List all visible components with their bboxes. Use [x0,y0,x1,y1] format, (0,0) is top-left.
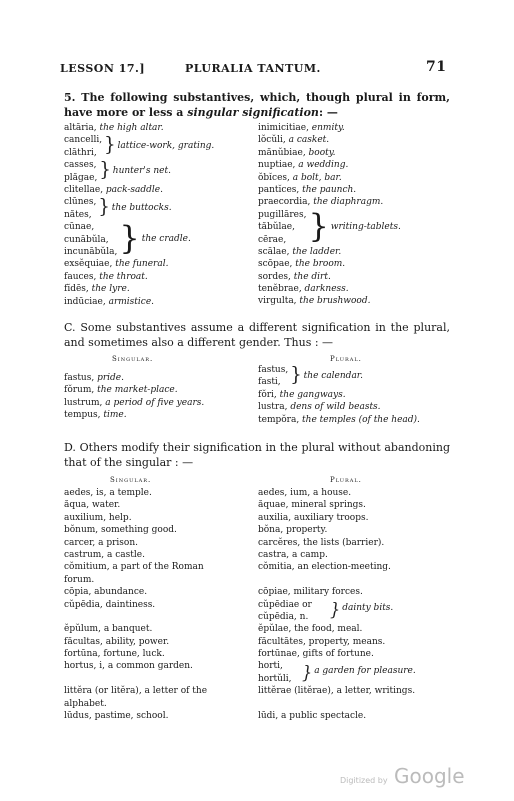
headword: scālae, [258,246,293,257]
bracketed-entry [64,159,214,184]
gloss: booty. [308,147,336,158]
list-item: littĕrae (litĕrae), a letter, writings. [258,686,416,697]
headword: tempus, [64,410,104,421]
entry [258,172,401,184]
list-item: lūdus, pastime, school. [64,711,169,722]
brace-icon: } [308,206,329,245]
entry [64,258,214,270]
list-item [64,673,207,685]
list-item [64,611,207,623]
gloss: the funeral. [115,259,169,270]
list-item: ăqua, water. [64,500,121,511]
headword: lustrum, [64,397,106,408]
section-d-head-singular: Singular. [110,476,152,484]
headword: cancelli, [64,135,103,146]
section-5-right-column [258,122,401,308]
list-item: forum. [64,574,95,585]
gloss: the buttocks. [111,203,172,214]
list-item: auxilium, help. [64,512,132,523]
bracketed-entry [258,364,420,389]
bracket-words [64,159,97,184]
gloss: the high altar. [99,123,164,133]
gloss: armistice. [108,296,154,307]
gloss: the lyre. [91,284,130,295]
list-item: cōpiae, military forces. [258,587,363,598]
headword: clāthri, [64,147,97,158]
headword: pugillāres, [258,209,307,220]
bracketed-entry [258,206,401,246]
gloss: the throat. [99,271,148,282]
gloss: pack-saddle. [105,184,163,195]
entry [258,184,401,196]
list-item: cōpia, abundance. [64,587,148,598]
headword: fauces, [64,271,100,282]
headword: fastus, [258,365,289,375]
entry [64,372,204,384]
bracket-words [64,221,117,258]
bracket-words [64,134,102,159]
list-item: cŭpēdiae or [258,599,312,610]
list-item: auxilia, auxiliary troops. [258,512,369,523]
headword: tăbŭlae, [258,222,295,233]
entry [258,401,420,413]
gloss: the market-place. [97,385,178,396]
list-item: hortŭli, [258,673,292,684]
brace-icon: } [98,195,110,219]
headword: nătes, [64,209,92,220]
headword: casses, [64,160,97,171]
entry [64,384,204,396]
entry [258,389,420,401]
section-c-left-column [64,372,204,422]
horti-gloss: } a garden for pleasure. [302,662,416,683]
list-item: cŏmitium, a part of the Roman [64,562,204,573]
list-item: alphabet. [64,698,107,709]
section-c-head-plural: Plural. [330,355,362,363]
entry [64,283,214,295]
section-c-intro: C. Some substantives assume a different signification in the plural, and sometimes also a different gender. Thus : — [64,321,450,349]
section-5-left-column [64,122,214,308]
list-item: aedes, is, a temple. [64,488,152,498]
entry [64,271,214,283]
list-item: bŏnum, something good. [64,525,177,536]
entry [258,258,401,270]
gloss: lattice-work, grating. [117,141,215,152]
headword: praecordia, [258,197,314,208]
gloss: a wedding. [298,160,349,171]
bracketed-entry [64,221,214,258]
section-d-head-plural: Plural. [330,476,362,484]
gloss: the diaphragm. [313,197,384,208]
list-item: cŏmitia, an election-meeting. [258,562,391,573]
brace-icon: } [119,219,140,258]
entry [64,296,214,308]
headword: clitellae, [64,184,106,195]
list-item: cŭpēdia, daintiness. [64,599,156,610]
gloss: the gangways. [279,389,346,400]
entry [258,134,401,146]
list-item: castrum, a castle. [64,549,145,560]
headword: lŏcŭli, [258,135,289,146]
headword: tempŏra, [258,414,303,425]
gloss: the temples (of the head). [302,414,420,425]
headword: incunābŭla, [64,246,118,257]
headword: fĭdēs, [64,284,92,295]
brace-icon: } [99,158,111,182]
list-item: bŏna, property. [258,525,328,536]
gloss: pride. [97,373,124,383]
digitized-watermark: Digitized by Google [340,764,465,788]
cupedia-gloss: } dainty bits. [330,599,394,620]
headword: indūciae, [64,296,109,307]
list-item: ĕpŭlae, the food, meal. [258,624,363,635]
headword: inimicitiae, [258,123,312,133]
headword: cūnae, [64,222,95,233]
gloss: the broom. [295,259,346,270]
list-item: littĕra (or litĕra), a letter of the [64,686,208,697]
section-5-intro: 5. The following substantives, which, though plural in form, have more or less a singular signification: — [64,91,450,119]
list-item: făcultātes, property, means. [258,636,386,647]
bracket-words [258,209,306,246]
headword: virgulta, [258,296,300,307]
gloss: dens of wild beasts. [290,402,381,413]
entry [64,122,214,134]
bracket-words [64,196,96,221]
headword: lustra, [258,402,291,413]
headword: clūnes, [64,197,97,208]
entry [258,147,401,159]
headword: mănŭbiae, [258,147,309,158]
headword: fastus, [64,373,98,383]
lesson-label: LESSON 17.] [60,62,146,75]
bracketed-entry [64,134,214,159]
entry [258,414,420,426]
entry [258,295,401,307]
entry [64,184,214,196]
entry [64,409,204,421]
list-item: cŭpēdia, n. [258,611,309,622]
section-d-intro: D. Others modify their signification in the plural without abandoning that of the singular : — [64,441,450,469]
headword: tenĕbrae, [258,284,305,295]
gloss: the calendar. [303,371,363,381]
headword: ŏbĭces, [258,172,293,183]
headword: exsĕquiae, [64,259,116,270]
headword: fŏri, [258,389,280,400]
gloss: a period of five years. [105,397,205,408]
list-item: ăquae, mineral springs. [258,500,366,511]
list-item: horti, [258,661,283,672]
list-item: castra, a camp. [258,549,328,560]
page-title: PLURALIA TANTUM. [185,62,321,75]
headword: plăgae, [64,172,98,183]
section-c-head-singular: Singular. [112,355,154,363]
list-item: făcultas, ability, power. [64,636,170,647]
entry [258,159,401,171]
bracketed-entry [64,196,214,221]
headword: cunābŭla, [64,234,109,245]
brace-icon: } [104,133,116,157]
gloss: the cradle. [141,234,191,245]
headword: pantĭces, [258,184,303,195]
list-item [258,574,415,586]
gloss: a casket. [288,135,330,146]
gloss: the dirt. [293,271,331,282]
list-item: lūdi, a public spectacle. [258,711,367,722]
list-item: hortus, i, a common garden. [64,661,193,672]
gloss: darkness. [304,284,349,295]
section-c-right-column [258,364,420,426]
entry [258,196,401,208]
entry [64,397,204,409]
entry [258,283,401,295]
gloss: the ladder. [292,246,342,257]
brace-icon: } [290,362,302,386]
headword: scōpae, [258,259,296,270]
entry [258,246,401,258]
headword: fasti, [258,377,281,388]
headword: nuptiae, [258,160,299,171]
bracket-words [258,364,288,389]
gloss: hunter's net. [112,166,171,177]
entry [258,122,401,134]
section-d-left-column [64,487,207,722]
gloss: writing-tablets. [330,221,401,232]
headword: cērae, [258,234,287,245]
gloss: the paunch. [302,184,357,195]
gloss: a bolt, bar. [292,172,342,183]
gloss: the brushwood. [299,296,371,307]
list-item: fortūna, fortune, luck. [64,649,165,660]
list-item: ĕpŭlum, a banquet. [64,624,153,635]
list-item [258,698,415,710]
headword: altāria, [64,123,100,133]
headword: fŏrum, [64,385,98,396]
gloss: enmity. [311,123,345,133]
list-item: carcĕres, the lists (barrier). [258,537,385,548]
list-item: aedes, ium, a house. [258,488,352,498]
gloss: time. [103,410,127,421]
headword: sordes, [258,271,294,282]
list-item: carcer, a prison. [64,537,138,548]
entry [258,271,401,283]
list-item: fortūnae, gifts of fortune. [258,649,374,660]
page-number: 71 [426,59,447,75]
